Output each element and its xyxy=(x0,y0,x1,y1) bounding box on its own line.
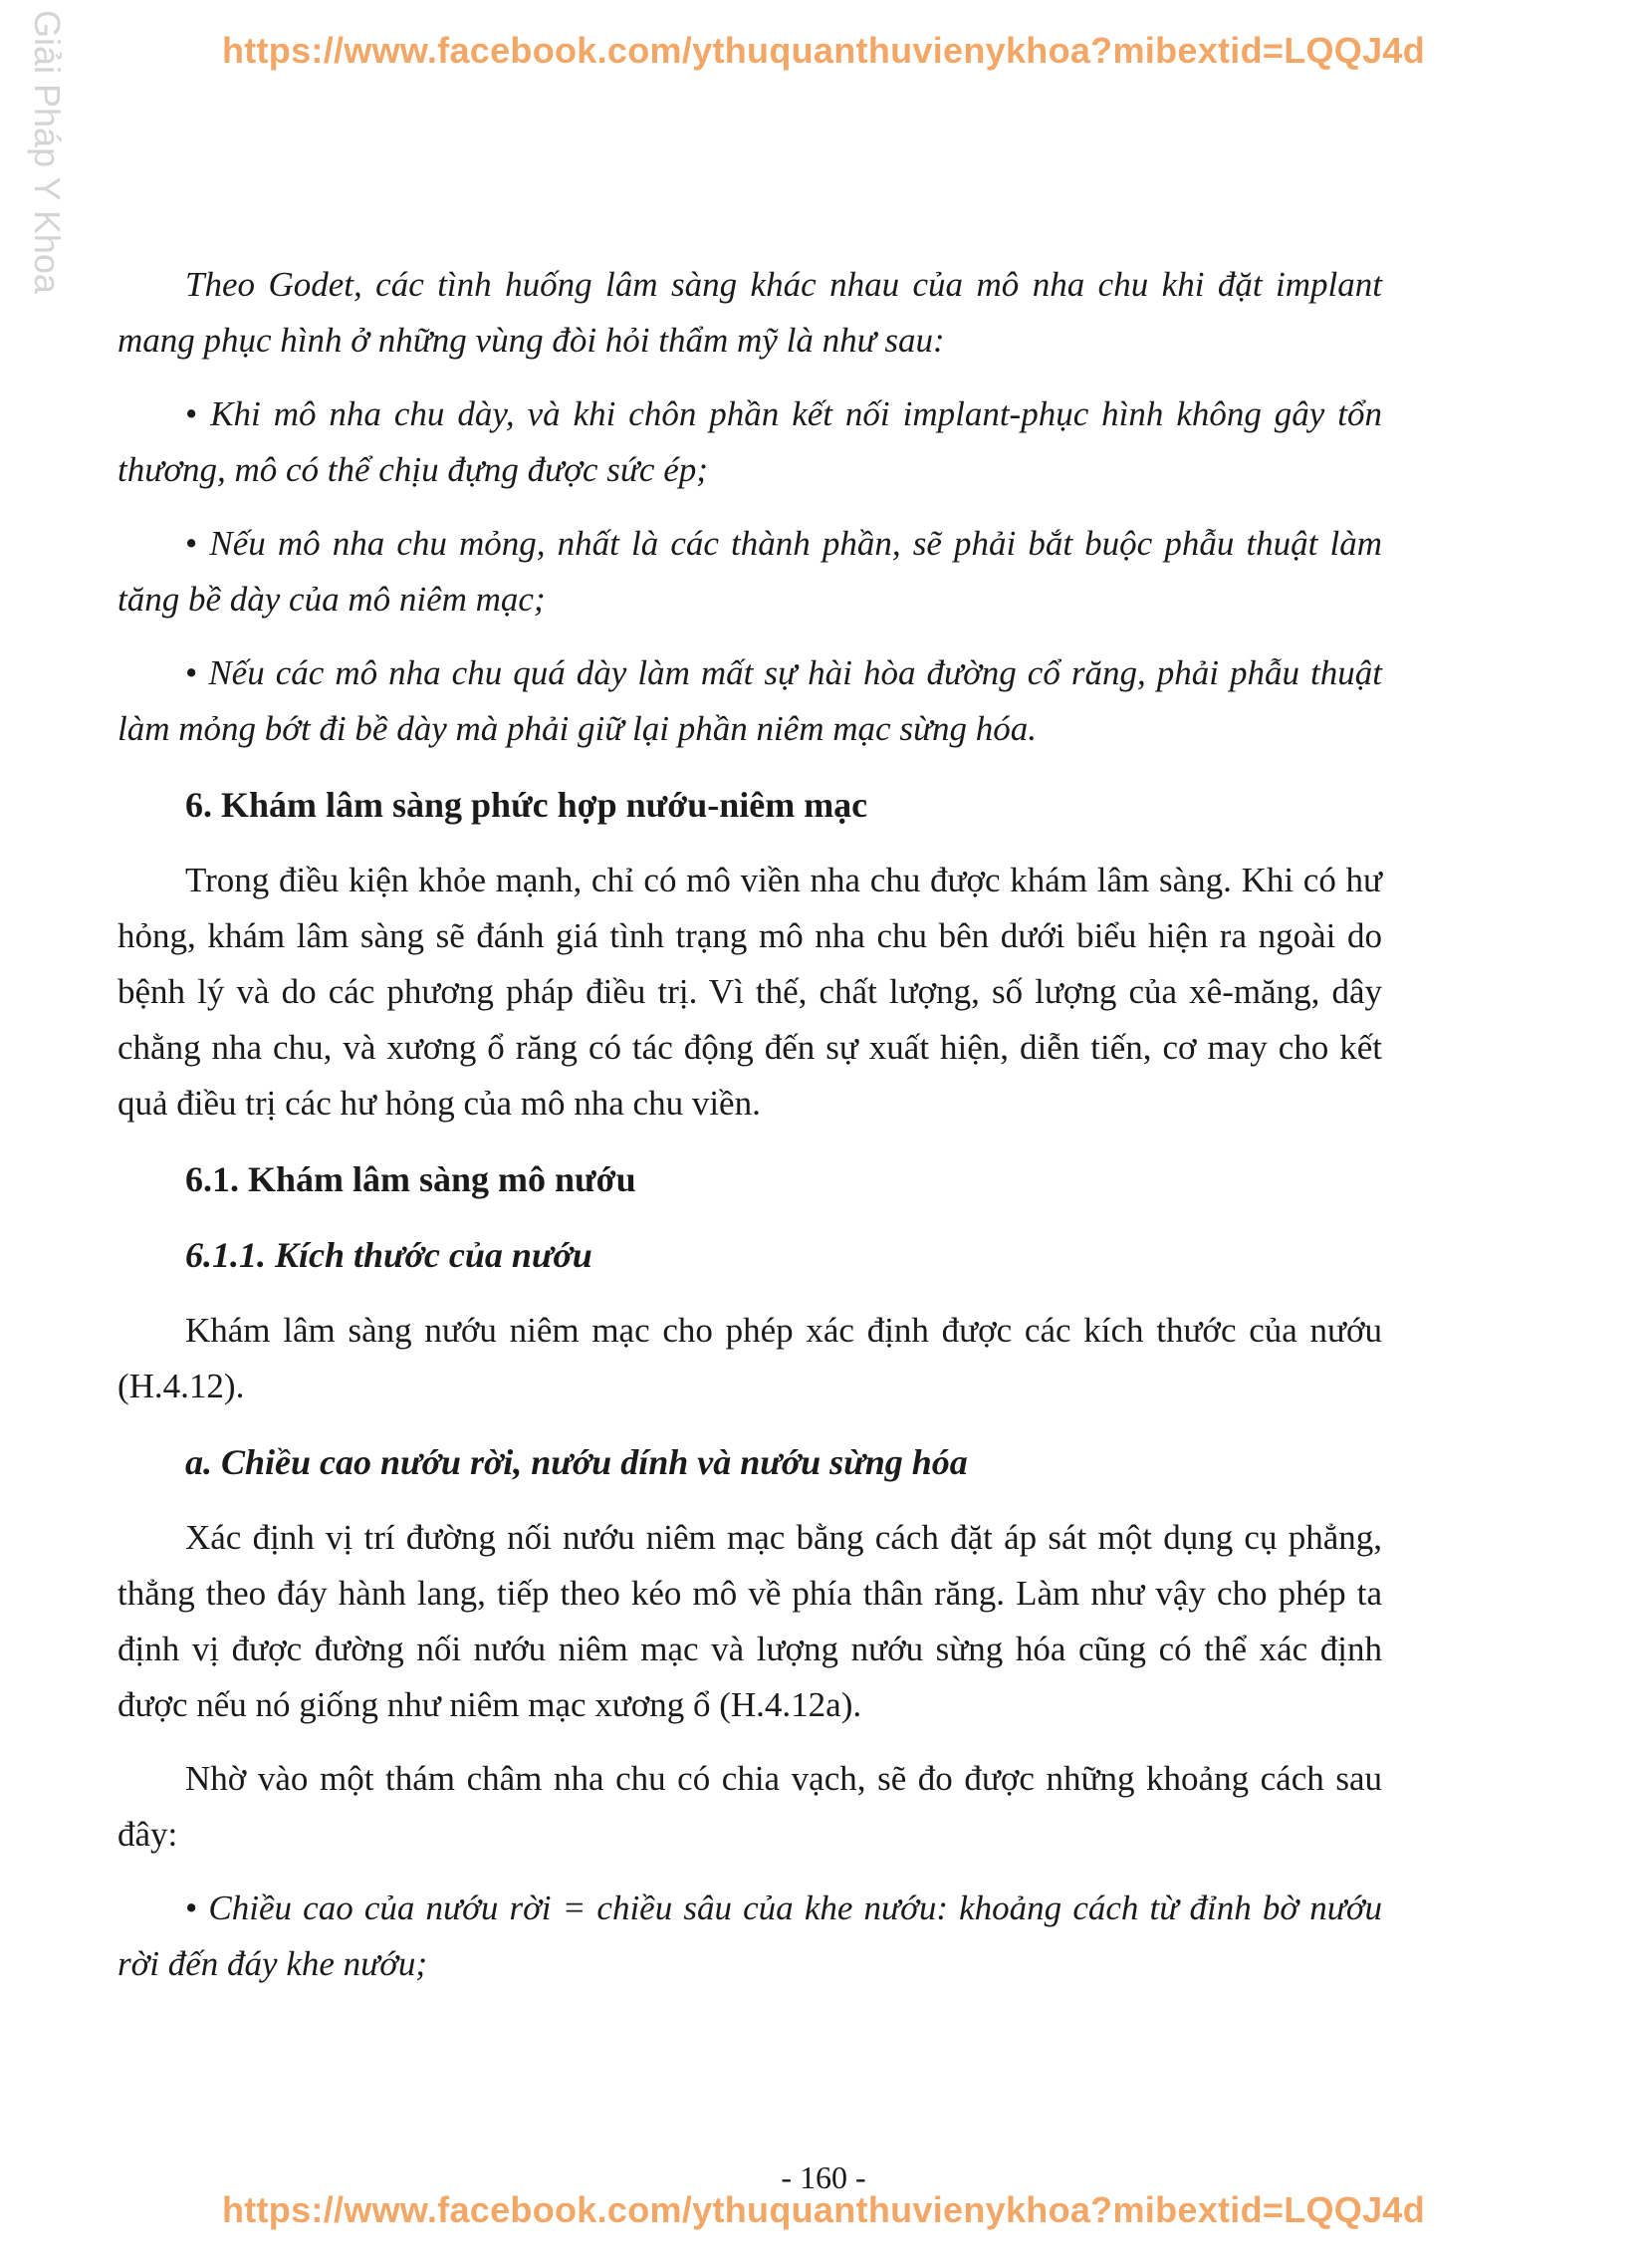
bullet-text: Nếu các mô nha chu quá dày làm mất sự hài hòa đường cổ răng, phải phẫu thuật làm mỏng bớt đi bề dày mà phải giữ lại phần niêm mạc sừng hóa. xyxy=(118,653,1383,748)
bullet-text: Chiều cao của nướu rời = chiều sâu của khe nướu: khoảng cách từ đỉnh bờ nướu rời đến đáy khe nướu; xyxy=(118,1889,1382,1983)
watermark-url-top: https://www.facebook.com/ythuquanthuvienykhoa?mibextid=LQQJ4d xyxy=(221,30,1426,71)
bullet-icon: • xyxy=(185,653,198,692)
bullet-item xyxy=(118,1881,1382,1992)
bullet-item xyxy=(118,386,1382,498)
page-body xyxy=(118,257,1382,1992)
section-heading-6: 6. Khám lâm sàng phức hợp nướu-niêm mạc xyxy=(185,785,868,825)
section-heading-6-1-1: 6.1.1. Kích thước của nướu xyxy=(185,1235,592,1275)
section-heading-a: a. Chiều cao nướu rời, nướu dính và nướu sừng hóa xyxy=(185,1442,968,1482)
bullet-text: Khi mô nha chu dày, và khi chôn phần kết nối implant-phục hình không gây tổn thương, mô có thể chịu đựng được sức ép; xyxy=(118,394,1382,489)
section-6-paragraph: Trong điều kiện khỏe mạnh, chỉ có mô viền nha chu được khám lâm sàng. Khi có hư hỏng, khám lâm sàng sẽ đánh giá tình trạng mô nha chu bên dưới biểu hiện ra ngoài do bệnh lý và do các phương pháp điều trị. Vì thế, chất lượng, số lượng của xê-măng, dây chằng nha chu, và xương ổ răng có tác động đến sự xuất hiện, diễn tiến, cơ may cho kết quả điều trị các hư hỏng của mô nha chu viền. xyxy=(118,861,1382,1123)
bullet-icon: • xyxy=(185,1889,198,1927)
bullet-item xyxy=(118,516,1382,628)
section-a-paragraph-2: Nhờ vào một thám châm nha chu có chia vạch, sẽ đo được những khoảng cách sau đây: xyxy=(118,1759,1382,1854)
bullet-text: Nếu mô nha chu mỏng, nhất là các thành phần, sẽ phải bắt buộc phẫu thuật làm tăng bề dày của mô niêm mạc; xyxy=(118,524,1383,619)
side-watermark: Giải Pháp Y Khoa xyxy=(27,10,68,294)
section-a-paragraph-1: Xác định vị trí đường nối nướu niêm mạc bằng cách đặt áp sát một dụng cụ phẳng, thẳng theo đáy hành lang, tiếp theo kéo mô về phía thân răng. Làm như vậy cho phép ta định vị được đường nối nướu niêm mạc và lượng nướu sừng hóa cũng có thể xác định được nếu nó giống như niêm mạc xương ổ (H.4.12a). xyxy=(118,1518,1382,1724)
bullet-icon: • xyxy=(185,394,198,433)
bullet-item xyxy=(118,645,1382,757)
watermark-url-bottom: https://www.facebook.com/ythuquanthuvienykhoa?mibextid=LQQJ4d xyxy=(221,2189,1426,2230)
section-6-1-1-paragraph: Khám lâm sàng nướu niêm mạc cho phép xác định được các kích thước của nướu (H.4.12). xyxy=(118,1311,1382,1405)
page-number: - 160 - xyxy=(781,2159,866,2195)
intro-paragraph: Theo Godet, các tình huống lâm sàng khác nhau của mô nha chu khi đặt implant mang phục hình ở những vùng đòi hỏi thẩm mỹ là như sau: xyxy=(118,265,1382,360)
bullet-icon: • xyxy=(185,524,198,563)
section-heading-6-1: 6.1. Khám lâm sàng mô nướu xyxy=(185,1159,636,1199)
